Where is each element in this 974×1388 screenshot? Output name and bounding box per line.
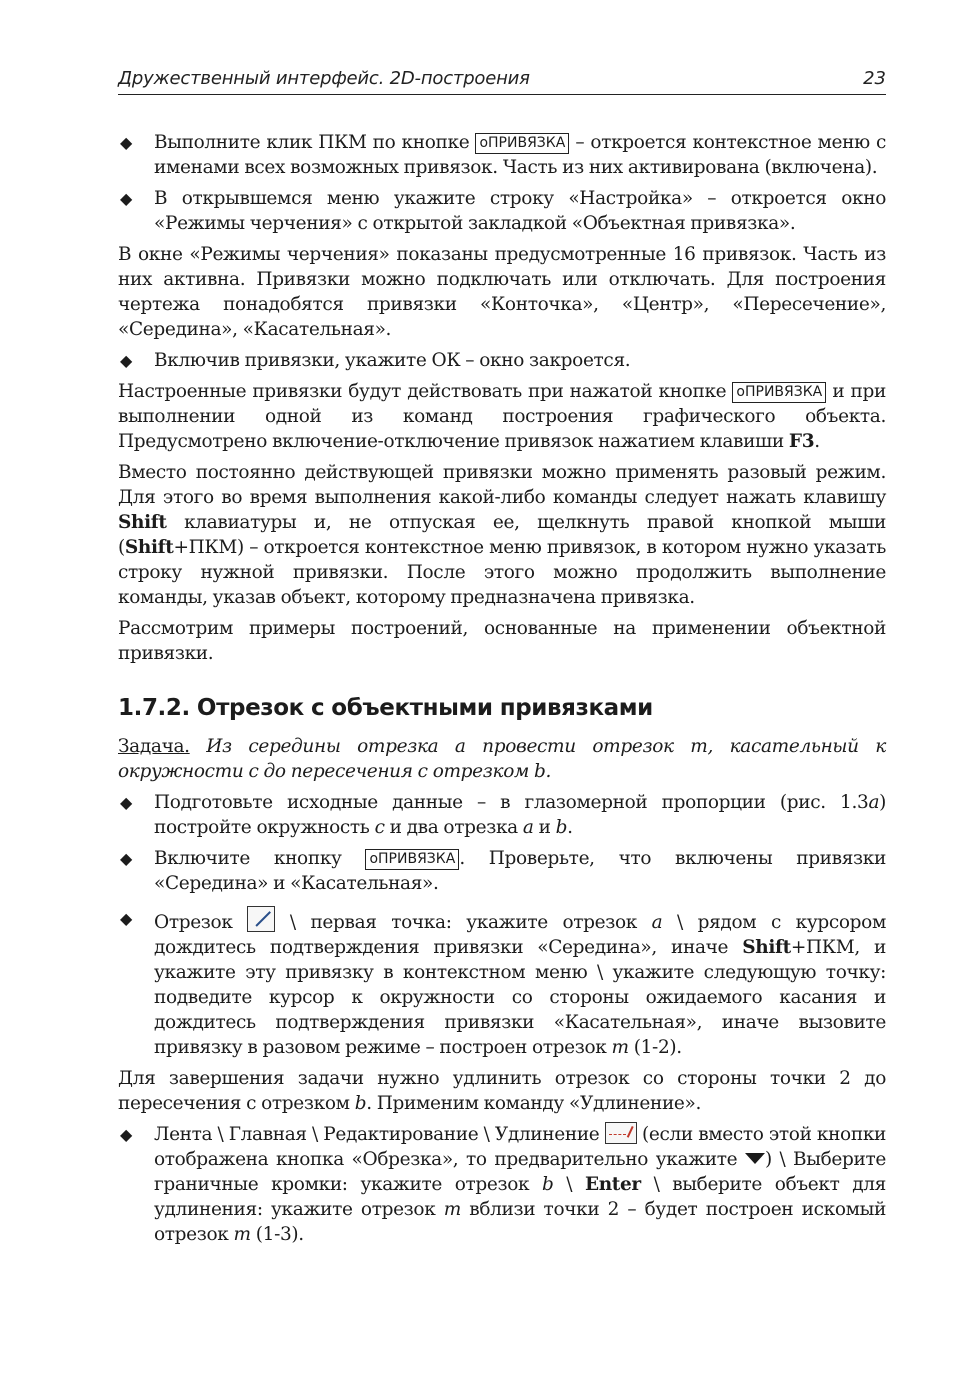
bullet-item: ◆ Подготовьте исходные данные – в глазомерной пропорции (рис. 1.3а) постройте окружность c и два отрезка a и b. bbox=[120, 792, 886, 838]
snap-button-image: оПРИВЯЗКА bbox=[365, 849, 459, 870]
section-heading: 1.7.2. Отрезок с объектными привязками bbox=[118, 695, 653, 721]
key-name: Enter bbox=[584, 1174, 641, 1195]
task-label: Задача. bbox=[118, 736, 190, 757]
task-statement: Задача. Из середины отрезка a провести отрезок m, касательный к окружности c до пересечения с отрезком b. bbox=[118, 736, 886, 782]
running-header bbox=[118, 66, 886, 95]
header-title: Дружественный интерфейс. 2D-построения bbox=[118, 68, 530, 89]
bullet-item: ◆ Включив привязки, укажите ОК – окно закроется. bbox=[120, 350, 631, 371]
page-body bbox=[118, 130, 886, 1253]
page-number: 23 bbox=[863, 68, 886, 89]
snap-button-image: оПРИВЯЗКА bbox=[475, 133, 569, 154]
paragraph: Вместо постоянно действующей привязки можно применять разовый режим. Для этого во время выполнения какой-либо команды следует нажать клавишу Shift клавиатуры и, не отпуская ее, щелкнуть правой кнопкой мыши (Shift+ПКМ) – откроется контекстное меню привязок, в котором нужно указать строку нужной привязки. После этого можно продолжить выполнение команды, указав объект, которому предназначена привязка. bbox=[118, 462, 886, 608]
diamond-bullet-icon: ◆ bbox=[120, 909, 132, 928]
bullet-item: ◆ Отрезок \ первая точка: укажите отрезок a \ рядом с курсором дождитесь подтверждения привязки «Середина», иначе Shift+ПКМ, и укажите эту привязку в контекстном меню \ укажите следующую точку: подведите курсор к окружности со стороны ожидаемого касания и дождитесь подтверждения привязки «Касательная», иначе вызовите привязку в разовом режиме – построен отрезок m (1-2). bbox=[118, 906, 886, 1060]
line-tool-icon bbox=[247, 906, 275, 932]
diamond-bullet-icon: ◆ bbox=[120, 793, 132, 812]
diamond-bullet-icon: ◆ bbox=[120, 133, 132, 152]
bullet-item: ◆ Включите кнопку оПРИВЯЗКА . Проверьте, что включены привязки «Середина» и «Касательная». bbox=[120, 848, 886, 894]
bullet-item: ◆ В открывшемся меню укажите строку «Настройка» – откроется окно «Режимы черчения» с открытой закладкой «Объектная привязка». bbox=[120, 188, 886, 234]
diamond-bullet-icon: ◆ bbox=[120, 189, 132, 208]
extend-tool-icon bbox=[605, 1122, 637, 1144]
diamond-bullet-icon: ◆ bbox=[120, 849, 132, 868]
diamond-bullet-icon: ◆ bbox=[120, 1125, 132, 1144]
paragraph: В окне «Режимы черчения» показаны предусмотренные 16 привязок. Часть из них активна. Привязки можно подключать или отключать. Для построения чертежа понадобятся привязки «Конточка», «Центр», «Пересечение», «Середина», «Касательная». bbox=[118, 244, 886, 340]
paragraph: Рассмотрим примеры построений, основанные на применении объектной привязки. bbox=[118, 618, 886, 664]
snap-button-image: оПРИВЯЗКА bbox=[732, 382, 826, 403]
paragraph: Настроенные привязки будут действовать при нажатой кнопке оПРИВЯЗКА и при выполнении одной из команд построения графического объекта. Предусмотрено включение-отключение привязок нажатием клавиши F3. bbox=[118, 381, 887, 452]
key-name: Shift bbox=[118, 512, 167, 533]
paragraph: Для завершения задачи нужно удлинить отрезок со стороны точки 2 до пересечения с отрезком b. Применим команду «Удлинение». bbox=[118, 1068, 886, 1114]
diamond-bullet-icon: ◆ bbox=[120, 351, 132, 370]
key-name: F3 bbox=[788, 431, 815, 452]
dropdown-triangle-icon bbox=[745, 1153, 765, 1164]
bullet-item: ◆ Выполните клик ПКМ по кнопке оПРИВЯЗКА – откроется контекстное меню с именами всех возможных привязок. Часть из них активирована (включена). bbox=[120, 132, 887, 178]
key-name: Shift bbox=[124, 537, 174, 558]
key-name: Shift bbox=[742, 937, 791, 958]
bullet-item: ◆ Лента \ Главная \ Редактирование \ Удлинение (если вместо этой кнопки отображена кнопка «Обрезка», то предварительно укажите ) \ Выберите граничные кромки: укажите отрезок b \ Enter \ выберите объект для удлинения: укажите отрезок m вблизи точки 2 – будет построен искомый отрезок m (1-3). bbox=[120, 1124, 887, 1245]
